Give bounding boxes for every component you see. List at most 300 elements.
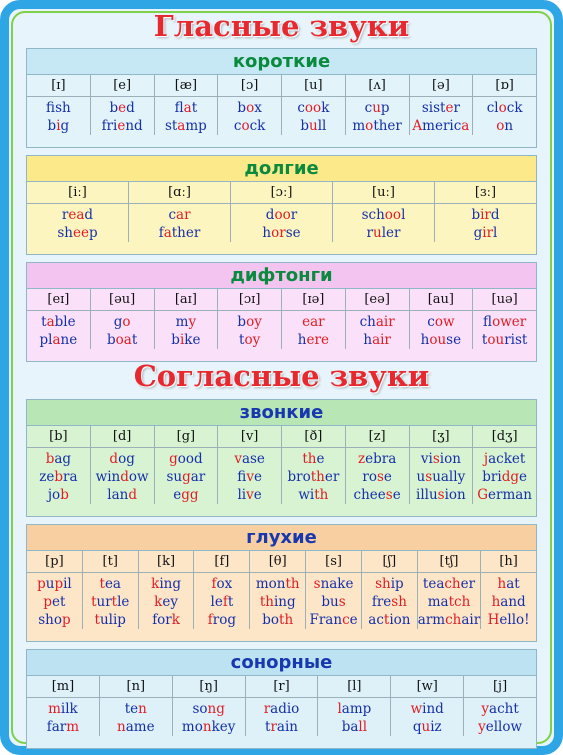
word-part: sh bbox=[55, 100, 71, 116]
phonetic-symbol: [j] bbox=[464, 676, 536, 698]
highlighted-letters: s bbox=[376, 469, 384, 485]
word-part: e bbox=[253, 469, 262, 485]
phonetic-symbol: [d] bbox=[91, 426, 154, 448]
phonetic-symbol: [uː] bbox=[333, 182, 434, 204]
word-part: adio bbox=[270, 701, 300, 717]
example-word bbox=[346, 117, 409, 135]
sound-column bbox=[250, 551, 306, 629]
phonetic-symbol: [l] bbox=[318, 676, 390, 698]
sound-column bbox=[155, 289, 219, 349]
highlighted-letters: k bbox=[154, 594, 163, 610]
example-word bbox=[27, 313, 90, 331]
word-part: h bbox=[420, 332, 430, 348]
phonetic-symbol: [eɪ] bbox=[27, 289, 90, 311]
example-word bbox=[473, 99, 536, 117]
word-part: ilk bbox=[60, 701, 78, 717]
word-part: c bbox=[168, 207, 177, 223]
sound-column bbox=[218, 426, 282, 504]
highlighted-letters: n bbox=[117, 719, 126, 735]
phonetic-symbol: [ʌ] bbox=[346, 75, 409, 97]
highlighted-letters: u bbox=[309, 118, 318, 134]
example-word bbox=[83, 575, 138, 593]
section-voiceless-consonants bbox=[26, 524, 537, 642]
phonetic-symbol: [ɔː] bbox=[231, 182, 332, 204]
word-part: c bbox=[297, 100, 305, 116]
word-part: d bbox=[265, 207, 275, 223]
highlighted-letters: i bbox=[179, 332, 185, 348]
word-part: ip bbox=[390, 576, 404, 592]
example-word bbox=[129, 206, 230, 224]
word-part: e bbox=[173, 487, 182, 503]
phonetic-symbol: [æ] bbox=[155, 75, 218, 97]
word-part: and bbox=[500, 594, 526, 610]
example-word bbox=[481, 575, 536, 593]
word-part: mo bbox=[181, 719, 203, 735]
example-words bbox=[346, 311, 409, 349]
highlighted-letters: s bbox=[425, 469, 433, 485]
section-header-long: долгие bbox=[27, 156, 536, 182]
sound-column bbox=[464, 676, 536, 736]
highlighted-letters: s bbox=[437, 487, 445, 503]
example-words bbox=[218, 97, 281, 135]
example-word bbox=[250, 593, 305, 611]
highlighted-letters: oy bbox=[246, 314, 262, 330]
highlighted-letters: th bbox=[310, 469, 325, 485]
highlighted-letters: ll bbox=[358, 719, 368, 735]
word-part: ello! bbox=[499, 612, 530, 628]
word-part: r bbox=[290, 207, 298, 223]
word-part: e bbox=[518, 469, 527, 485]
phonetic-symbol: [k] bbox=[139, 551, 194, 573]
phonetic-symbol: [ʒ] bbox=[410, 426, 473, 448]
highlighted-letters: b bbox=[54, 469, 63, 485]
example-word bbox=[346, 450, 409, 468]
sound-column bbox=[139, 551, 195, 629]
word-part: ebra bbox=[365, 451, 397, 467]
word-part: b bbox=[471, 207, 481, 223]
highlighted-letters: i bbox=[56, 118, 61, 134]
example-word bbox=[139, 593, 194, 611]
phonetic-symbol: [aɪ] bbox=[155, 289, 218, 311]
highlighted-letters: ou bbox=[429, 332, 447, 348]
example-word bbox=[418, 575, 480, 593]
highlighted-letters: oy bbox=[244, 332, 261, 348]
example-words bbox=[91, 97, 154, 135]
highlighted-letters: b bbox=[45, 451, 55, 467]
sound-column bbox=[129, 182, 231, 242]
example-words bbox=[473, 448, 536, 504]
example-word bbox=[346, 331, 409, 349]
sound-column bbox=[27, 75, 91, 135]
example-words bbox=[27, 204, 128, 242]
example-words bbox=[418, 573, 480, 629]
sound-column bbox=[282, 426, 346, 504]
word-part: q bbox=[412, 719, 422, 735]
example-word bbox=[155, 117, 218, 135]
word-part: at bbox=[506, 576, 520, 592]
example-word bbox=[306, 611, 361, 629]
word-part: b bbox=[237, 100, 247, 116]
highlighted-letters: th bbox=[279, 612, 294, 628]
highlighted-letters: t bbox=[91, 594, 97, 610]
highlighted-letters: o bbox=[498, 100, 507, 116]
word-part: ba bbox=[341, 719, 359, 735]
phonetic-symbol: [r] bbox=[246, 676, 318, 698]
example-word bbox=[318, 718, 390, 736]
word-part: h bbox=[262, 225, 272, 241]
example-word bbox=[91, 313, 154, 331]
word-part: ind bbox=[422, 701, 444, 717]
word-part: wi bbox=[298, 487, 315, 503]
word-part: ther bbox=[171, 225, 201, 241]
highlighted-letters: s bbox=[338, 594, 346, 610]
highlighted-letters: p bbox=[43, 594, 53, 610]
word-part: c bbox=[427, 314, 435, 330]
example-words bbox=[346, 97, 409, 135]
example-word bbox=[218, 313, 281, 331]
example-word bbox=[473, 331, 536, 349]
highlighted-letters: v bbox=[246, 469, 254, 485]
example-word bbox=[27, 575, 82, 593]
example-word bbox=[231, 224, 332, 242]
sound-column bbox=[346, 289, 410, 349]
highlighted-letters: th bbox=[259, 594, 274, 610]
example-words bbox=[410, 311, 473, 349]
word-part: u bbox=[45, 576, 55, 592]
highlighted-letters: th bbox=[302, 451, 317, 467]
highlighted-letters: ng bbox=[207, 701, 225, 717]
word-part: b bbox=[109, 100, 119, 116]
phonetic-symbol: [ɔɪ] bbox=[218, 289, 281, 311]
highlighted-letters: w bbox=[410, 701, 423, 717]
word-part: lan bbox=[107, 487, 129, 503]
word-part: nd bbox=[125, 118, 143, 134]
example-word bbox=[473, 450, 536, 468]
example-words bbox=[100, 698, 172, 736]
word-part: b bbox=[171, 332, 180, 348]
word-part: h bbox=[297, 332, 307, 348]
example-words bbox=[194, 573, 249, 629]
phonetic-symbol: [ɜː] bbox=[435, 182, 536, 204]
example-words bbox=[481, 573, 536, 629]
example-word bbox=[250, 575, 305, 593]
example-words bbox=[173, 698, 245, 736]
highlighted-letters: d bbox=[128, 487, 137, 503]
example-word bbox=[100, 700, 172, 718]
word-part: ck bbox=[506, 100, 523, 116]
word-part: r bbox=[61, 207, 69, 223]
example-word bbox=[27, 468, 90, 486]
word-part: ing bbox=[273, 594, 296, 610]
sound-column bbox=[473, 426, 536, 504]
word-part: b bbox=[106, 332, 116, 348]
word-part: ag bbox=[54, 451, 72, 467]
word-part: ler bbox=[381, 225, 401, 241]
highlighted-letters: p bbox=[37, 576, 46, 592]
example-word bbox=[100, 718, 172, 736]
sound-column bbox=[27, 551, 83, 629]
word-part: sho bbox=[38, 612, 62, 628]
word-part: ain bbox=[276, 719, 298, 735]
phonetic-symbol: [əu] bbox=[91, 289, 154, 311]
word-part: pl bbox=[39, 332, 53, 348]
highlighted-letters: h bbox=[497, 576, 507, 592]
highlighted-letters: d bbox=[109, 451, 119, 467]
word-part: r bbox=[453, 100, 460, 116]
phonetic-symbol: [p] bbox=[27, 551, 82, 573]
example-word bbox=[218, 117, 281, 135]
highlighted-letters: air bbox=[372, 332, 391, 348]
phonetic-symbol: [ɪə] bbox=[282, 289, 345, 311]
example-word bbox=[318, 700, 390, 718]
word-part: g bbox=[113, 314, 123, 330]
example-word bbox=[27, 700, 99, 718]
highlighted-letters: ower bbox=[492, 314, 527, 330]
word-part: k bbox=[321, 100, 330, 116]
phonetic-symbol: [z] bbox=[346, 426, 409, 448]
word-part: for bbox=[152, 612, 172, 628]
phonetic-symbol: [u] bbox=[282, 75, 345, 97]
phonetic-symbol: [b] bbox=[27, 426, 90, 448]
word-part: ellow bbox=[485, 719, 523, 735]
highlighted-letters: t bbox=[99, 576, 105, 592]
word-part: key bbox=[211, 719, 236, 735]
sound-column bbox=[481, 551, 536, 629]
example-word bbox=[410, 331, 473, 349]
highlighted-letters: a bbox=[177, 118, 186, 134]
word-part: p bbox=[380, 100, 390, 116]
section-short-vowels bbox=[26, 48, 537, 148]
highlighted-letters: ea bbox=[68, 207, 85, 223]
sound-column bbox=[83, 551, 139, 629]
word-part: acht bbox=[489, 701, 519, 717]
highlighted-letters: s bbox=[313, 576, 321, 592]
phonetic-symbol: [ŋ] bbox=[173, 676, 245, 698]
sound-table bbox=[27, 75, 536, 135]
example-word bbox=[27, 99, 90, 117]
phonetic-symbol: [iː] bbox=[27, 182, 128, 204]
word-part: ur bbox=[96, 594, 112, 610]
example-word bbox=[27, 117, 90, 135]
word-part: ck bbox=[249, 118, 266, 134]
sound-column bbox=[27, 289, 91, 349]
word-part: bo bbox=[262, 612, 280, 628]
highlighted-letters: r bbox=[263, 701, 271, 717]
word-part: cl bbox=[486, 100, 499, 116]
example-word bbox=[473, 468, 536, 486]
example-word bbox=[173, 700, 245, 718]
highlighted-letters: dg bbox=[501, 469, 519, 485]
highlighted-letters: y bbox=[478, 719, 486, 735]
highlighted-letters: H bbox=[487, 612, 500, 628]
word-part: vi bbox=[420, 451, 433, 467]
highlighted-letters: p bbox=[61, 612, 71, 628]
phonetic-symbol: [θ] bbox=[250, 551, 305, 573]
word-part: m bbox=[175, 314, 189, 330]
phonetic-symbol: [ə] bbox=[410, 75, 473, 97]
word-part: ase bbox=[241, 451, 265, 467]
word-part: fl bbox=[174, 100, 184, 116]
example-word bbox=[346, 313, 409, 331]
example-words bbox=[246, 698, 318, 736]
highlighted-letters: o bbox=[496, 118, 505, 134]
highlighted-letters: oa bbox=[115, 332, 132, 348]
sound-table bbox=[27, 426, 536, 504]
highlighted-letters: c bbox=[342, 612, 350, 628]
sound-column bbox=[218, 289, 282, 349]
highlighted-letters: k bbox=[171, 612, 180, 628]
word-part: c bbox=[364, 100, 373, 116]
highlighted-letters: m bbox=[48, 701, 61, 717]
example-word bbox=[282, 117, 345, 135]
phonetic-symbol: [ʃ] bbox=[362, 551, 417, 573]
section-long-vowels bbox=[26, 155, 537, 255]
word-part: ne bbox=[60, 332, 78, 348]
word-part: iz bbox=[430, 719, 442, 735]
section-header-voiced: звонкие bbox=[27, 400, 536, 426]
example-word bbox=[481, 593, 536, 611]
word-part: p bbox=[88, 225, 98, 241]
example-word bbox=[410, 313, 473, 331]
example-words bbox=[306, 573, 361, 629]
highlighted-letters: z bbox=[357, 451, 366, 467]
highlighted-letters: a bbox=[163, 225, 172, 241]
sound-column bbox=[473, 289, 536, 349]
example-word bbox=[155, 450, 218, 468]
sound-column bbox=[318, 676, 391, 736]
example-word bbox=[346, 468, 409, 486]
word-part: ra bbox=[63, 469, 78, 485]
sound-column bbox=[155, 75, 219, 135]
phonetic-symbol: [e] bbox=[91, 75, 154, 97]
word-part: sch bbox=[361, 207, 385, 223]
highlighted-letters: t bbox=[383, 612, 390, 628]
example-word bbox=[282, 331, 345, 349]
example-word bbox=[391, 700, 463, 718]
sound-column bbox=[410, 289, 474, 349]
word-part: ze bbox=[39, 469, 55, 485]
word-part: mon bbox=[255, 576, 286, 592]
word-part: g bbox=[60, 118, 70, 134]
sound-column bbox=[91, 426, 155, 504]
word-part: r bbox=[366, 225, 373, 241]
highlighted-letters: s bbox=[432, 451, 440, 467]
example-word bbox=[27, 593, 82, 611]
word-part: st bbox=[164, 118, 178, 134]
example-words bbox=[91, 311, 154, 349]
example-word bbox=[473, 117, 536, 135]
sound-column bbox=[333, 182, 435, 242]
word-part: ame bbox=[125, 719, 155, 735]
word-part: c bbox=[233, 118, 242, 134]
highlighted-letters: ou bbox=[487, 332, 505, 348]
word-part: x bbox=[254, 100, 262, 116]
example-word bbox=[218, 99, 281, 117]
word-part: ion bbox=[389, 612, 411, 628]
example-word bbox=[418, 593, 480, 611]
sound-column bbox=[362, 551, 418, 629]
word-part: jo bbox=[47, 487, 61, 503]
highlighted-letters: e bbox=[445, 100, 454, 116]
consonants-title: Согласные звуки bbox=[133, 359, 430, 393]
word-part: fl bbox=[483, 314, 493, 330]
highlighted-letters: sh bbox=[391, 594, 407, 610]
word-part: u bbox=[416, 469, 426, 485]
phonetic-symbol: [v] bbox=[218, 426, 281, 448]
section-header-sonorant: сонорные bbox=[27, 650, 536, 676]
word-part: og bbox=[118, 451, 135, 467]
example-word bbox=[218, 450, 281, 468]
sound-table bbox=[27, 676, 536, 736]
word-part: far bbox=[46, 719, 67, 735]
word-part: ow bbox=[128, 469, 149, 485]
word-part: e bbox=[349, 612, 358, 628]
word-part: erman bbox=[488, 487, 533, 503]
example-word bbox=[91, 450, 154, 468]
highlighted-letters: j bbox=[483, 451, 489, 467]
example-words bbox=[83, 573, 138, 629]
phonetic-symbol: [g] bbox=[155, 426, 218, 448]
word-part: m bbox=[352, 118, 366, 134]
example-word bbox=[410, 468, 473, 486]
phonetic-symbol: [n] bbox=[100, 676, 172, 698]
example-words bbox=[282, 97, 345, 135]
example-word bbox=[282, 313, 345, 331]
example-word bbox=[391, 718, 463, 736]
example-word bbox=[27, 206, 128, 224]
word-part: ey bbox=[162, 594, 178, 610]
word-part: ar bbox=[190, 469, 206, 485]
word-part: l bbox=[493, 225, 498, 241]
phonetic-symbol: [au] bbox=[410, 289, 473, 311]
phonetic-symbol: [t] bbox=[83, 551, 138, 573]
highlighted-letters: f bbox=[207, 612, 213, 628]
section-diphthongs bbox=[26, 262, 537, 362]
example-word bbox=[410, 450, 473, 468]
highlighted-letters: m bbox=[66, 719, 80, 735]
highlighted-letters: ee bbox=[72, 225, 89, 241]
phonetic-symbol: [f] bbox=[194, 551, 249, 573]
example-words bbox=[410, 97, 473, 135]
word-part: ro bbox=[362, 469, 377, 485]
highlighted-letters: o bbox=[241, 118, 250, 134]
highlighted-letters: a bbox=[46, 314, 55, 330]
word-part: arm bbox=[417, 612, 446, 628]
word-part: ually bbox=[432, 469, 466, 485]
phonetic-symbol: [eə] bbox=[346, 289, 409, 311]
highlighted-letters: air bbox=[375, 314, 395, 330]
word-part: meric bbox=[422, 118, 462, 134]
example-word bbox=[410, 117, 473, 135]
phonetic-symbol: [h] bbox=[481, 551, 536, 573]
word-part: il bbox=[63, 576, 72, 592]
example-word bbox=[27, 224, 128, 242]
example-word bbox=[139, 611, 194, 629]
sound-column bbox=[346, 75, 410, 135]
word-part: f bbox=[158, 225, 164, 241]
highlighted-letters: G bbox=[477, 487, 489, 503]
example-words bbox=[27, 311, 90, 349]
word-part: ing bbox=[159, 576, 181, 592]
word-part: ke bbox=[184, 332, 201, 348]
example-word bbox=[435, 206, 536, 224]
word-part: er bbox=[324, 469, 340, 485]
example-word bbox=[306, 593, 361, 611]
example-words bbox=[282, 448, 345, 504]
highlighted-letters: o bbox=[246, 100, 255, 116]
example-words bbox=[155, 97, 218, 135]
word-part: le bbox=[117, 594, 130, 610]
